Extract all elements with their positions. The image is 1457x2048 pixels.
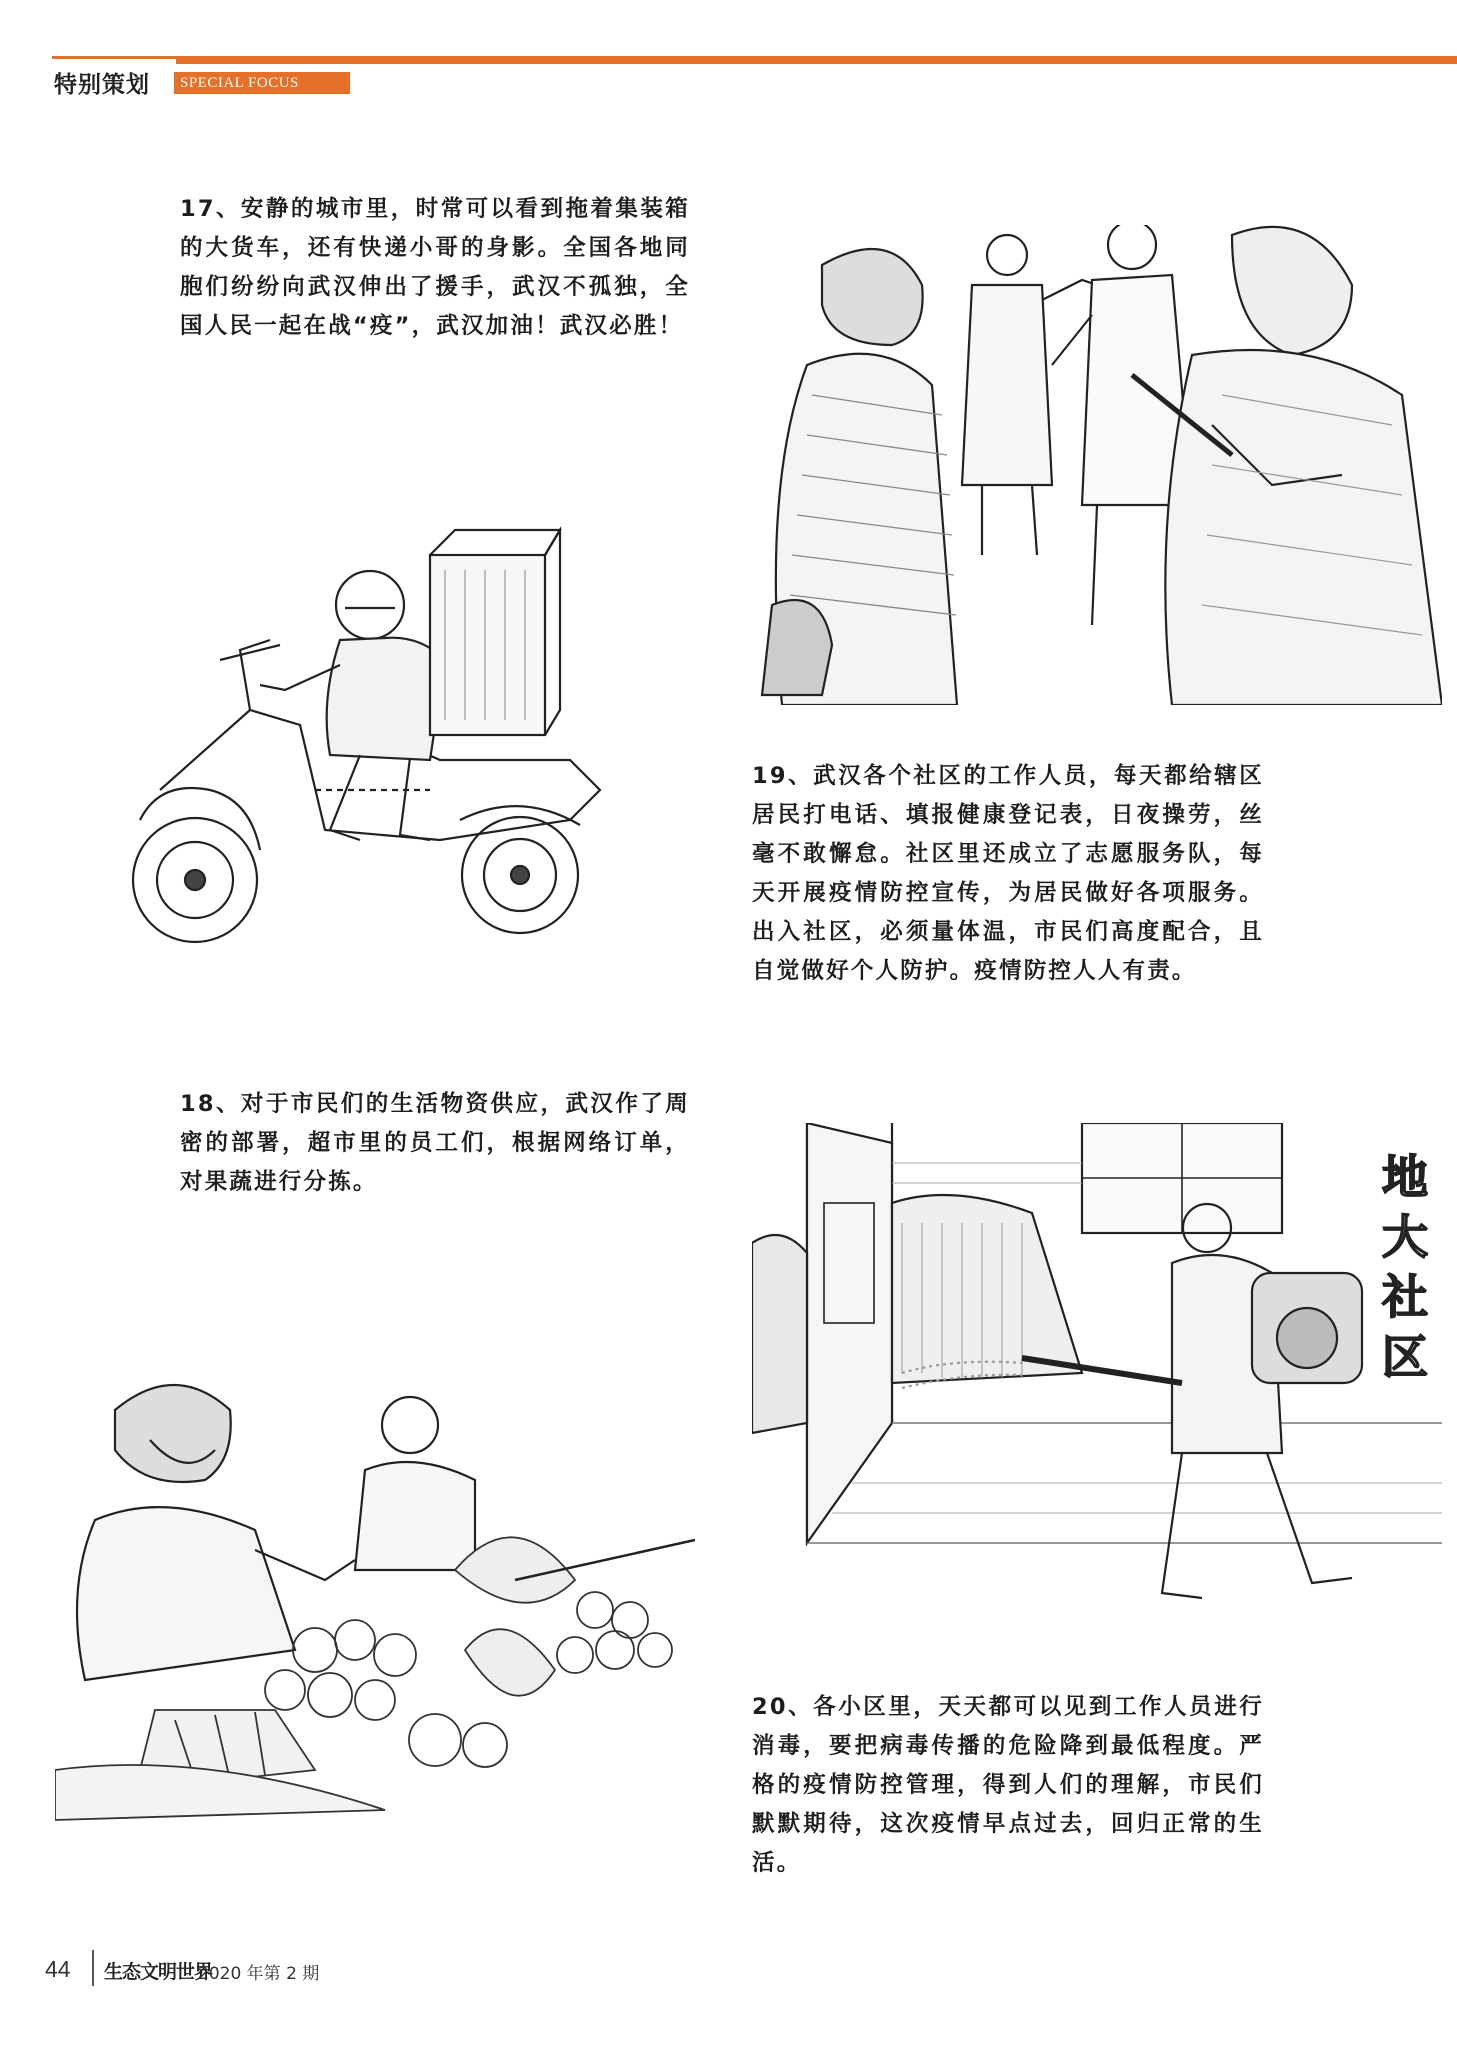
delivery-box xyxy=(430,555,545,735)
community-sign xyxy=(1382,1150,1428,1384)
illustration-delivery-rider xyxy=(100,490,620,970)
svg-text:区: 区 xyxy=(1382,1330,1428,1384)
magazine-name: 生态文明世界 xyxy=(104,1961,213,1983)
illustration-temperature-check xyxy=(752,225,1442,705)
section-tag: SPECIAL FOCUS xyxy=(174,72,350,94)
worker-head-2 xyxy=(1108,225,1156,269)
woman-bag xyxy=(762,600,832,695)
worker-head-3 xyxy=(1232,227,1352,355)
svg-text:地: 地 xyxy=(1382,1150,1428,1204)
page-number: 44 xyxy=(45,1956,71,1982)
caption-20: 20、各小区里，天天都可以见到工作人员进行消毒，要把病毒传播的危险降到最低程度。严格的疫情防控管理，得到人们的理解，市民们默默期待，这次疫情早点过去，回归正常的生活。 xyxy=(752,1694,1264,1876)
worker-head-1 xyxy=(987,235,1027,275)
worker-woman-coat xyxy=(77,1507,295,1680)
footer-divider xyxy=(92,1950,94,1986)
illustration-supermarket-sorting xyxy=(55,1350,695,1830)
illustration-disinfection xyxy=(752,1123,1442,1643)
header-accent-bar xyxy=(176,56,1457,64)
caption-18: 18、对于市民们的生活物资供应，武汉作了周密的部署，超市里的员工们，根据网络订单，对果蔬进行分拣。 xyxy=(180,1091,690,1195)
woman-hair xyxy=(822,249,923,345)
svg-text:社: 社 xyxy=(1382,1270,1428,1324)
svg-text:大: 大 xyxy=(1382,1210,1428,1264)
worker-woman-hair xyxy=(115,1385,231,1482)
issue-label: 2020 年第 2 期 xyxy=(198,1964,320,1984)
thermometer-arm xyxy=(1042,280,1097,300)
section-title: 特别策划 xyxy=(54,72,150,98)
rider-helmet xyxy=(336,571,404,639)
caption-17: 17、安静的城市里，时常可以看到拖着集装箱的大货车，还有快递小哥的身影。全国各地同胞们纷纷向武汉伸出了援手，武汉不孤独，全国人民一起在战“疫”，武汉加油！武汉必胜！ xyxy=(180,196,690,339)
caption-19: 19、武汉各个社区的工作人员，每天都给辖区居民打电话、填报健康登记表，日夜操劳，丝毫不敢懈怠。社区里还成立了志愿服务队，每天开展疫情防控宣传，为居民做好各项服务。出入社区，必须量体温，市民们高度配合，且自觉做好个人防护。疫情防控人人有责。 xyxy=(752,763,1264,984)
worker-man-head xyxy=(382,1397,438,1453)
